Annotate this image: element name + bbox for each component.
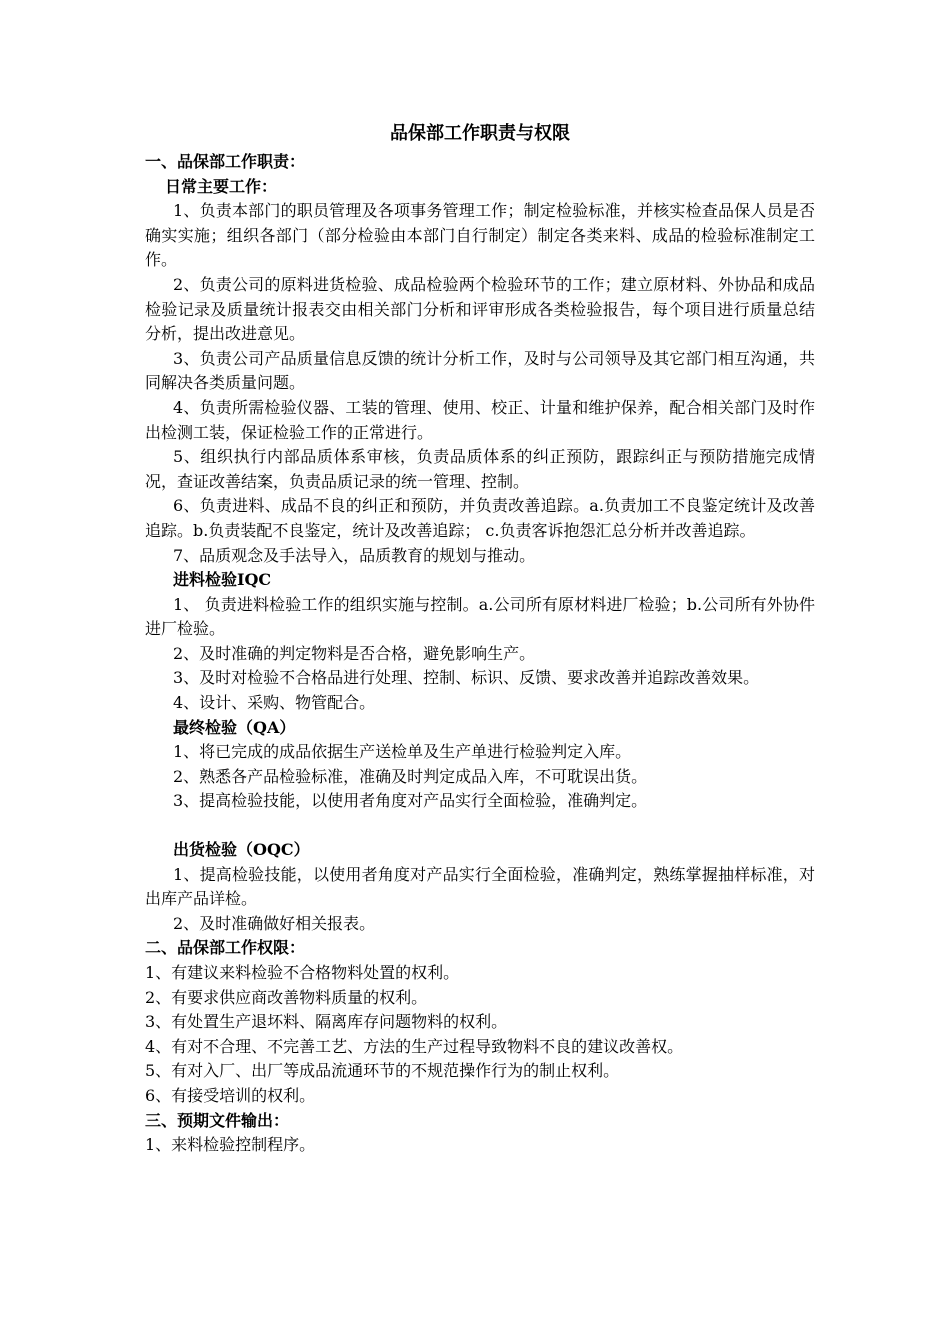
document-title: 品保部工作职责与权限 — [390, 123, 570, 144]
authority-item: 4、有对不合理、不完善工艺、方法的生产过程导致物料不良的建议改善权。 — [145, 1036, 684, 1056]
document-page — [145, 120, 815, 1158]
daily-item: 2、负责公司的原料进货检验、成品检验两个检验环节的工作；建立原材料、外协品和成品检验记录及质量统计报表交由相关部门分析和评审形成各类检验报告，每个项目进行质量总结分析，提出改进意见。 — [145, 274, 815, 344]
daily-item: 5、组织执行内部品质体系审核，负责品质体系的纠正预防，跟踪纠正与预防措施完成情况，查证改善结案，负责品质记录的统一管理、控制。 — [145, 447, 815, 491]
authority-item: 2、有要求供应商改善物料质量的权利。 — [145, 987, 428, 1007]
oqc-item: 1、提高检验技能，以使用者角度对产品实行全面检验，准确判定，熟练掌握抽样标准，对出库产品详检。 — [145, 864, 815, 909]
daily-item: 3、负责公司产品质量信息反馈的统计分析工作，及时与公司领导及其它部门相互沟通，共同解决各类质量问题。 — [145, 348, 815, 393]
section3-heading: 三、预期文件输出： — [145, 1110, 290, 1130]
daily-item: 4、负责所需检验仪器、工装的管理、使用、校正、计量和维护保养，配合相关部门及时作出检测工装，保证检验工作的正常进行。 — [145, 397, 815, 442]
section2-heading: 二、品保部工作权限： — [145, 938, 306, 958]
oqc-item: 2、及时准确做好相关报表。 — [173, 913, 376, 933]
qa-item: 1、将已完成的成品依据生产送检单及生产单进行检验判定入库。 — [173, 742, 632, 762]
authority-item: 1、有建议来料检验不合格物料处置的权利。 — [145, 963, 460, 982]
qa-item: 3、提高检验技能，以使用者角度对产品实行全面检验，准确判定。 — [173, 791, 648, 811]
qa-heading: 最终检验（QA） — [173, 717, 296, 737]
daily-item: 6、负责进料、成品不良的纠正和预防，并负责改善追踪。a.负责加工不良鉴定统计及改善追踪。b.负责装配不良鉴定，统计及改善追踪； c.负责客诉抱怨汇总分析并改善追踪。 — [145, 496, 815, 540]
iqc-item: 2、及时准确的判定物料是否合格，避免影响生产。 — [173, 643, 536, 663]
iqc-item: 3、及时对检验不合格品进行处理、控制、标识、反馈、要求改善并追踪改善效果。 — [173, 668, 760, 688]
iqc-item: 1、 负责进料检验工作的组织实施与控制。a.公司所有原材料进厂检验；b.公司所有外协件进厂检验。 — [145, 594, 815, 639]
qa-item: 2、熟悉各产品检验标准，准确及时判定成品入库，不可耽误出货。 — [173, 766, 648, 786]
section1-heading: 一、品保部工作职责： — [145, 152, 306, 171]
authority-item: 5、有对入厂、出厂等成品流通环节的不规范操作行为的制止权利。 — [145, 1061, 620, 1081]
iqc-item: 4、设计、采购、物管配合。 — [173, 693, 376, 713]
spacer — [145, 814, 815, 838]
output-item: 1、来料检验控制程序。 — [145, 1135, 316, 1155]
daily-item: 7、品质观念及手法导入，品质教育的规划与推动。 — [173, 545, 536, 565]
authority-item: 3、有处置生产退坏料、隔离库存问题物料的权利。 — [145, 1012, 508, 1032]
oqc-heading: 出货检验（OQC） — [173, 840, 310, 860]
daily-work-heading: 日常主要工作： — [165, 176, 278, 196]
daily-item: 1、负责本部门的职员管理及各项事务管理工作；制定检验标准，并核实检查品保人员是否确实实施；组织各部门（部分检验由本部门自行制定）制定各类来料、成品的检验标准制定工作。 — [145, 201, 815, 270]
iqc-heading: 进料检验IQC — [173, 570, 272, 590]
authority-item: 6、有接受培训的权利。 — [145, 1085, 316, 1105]
